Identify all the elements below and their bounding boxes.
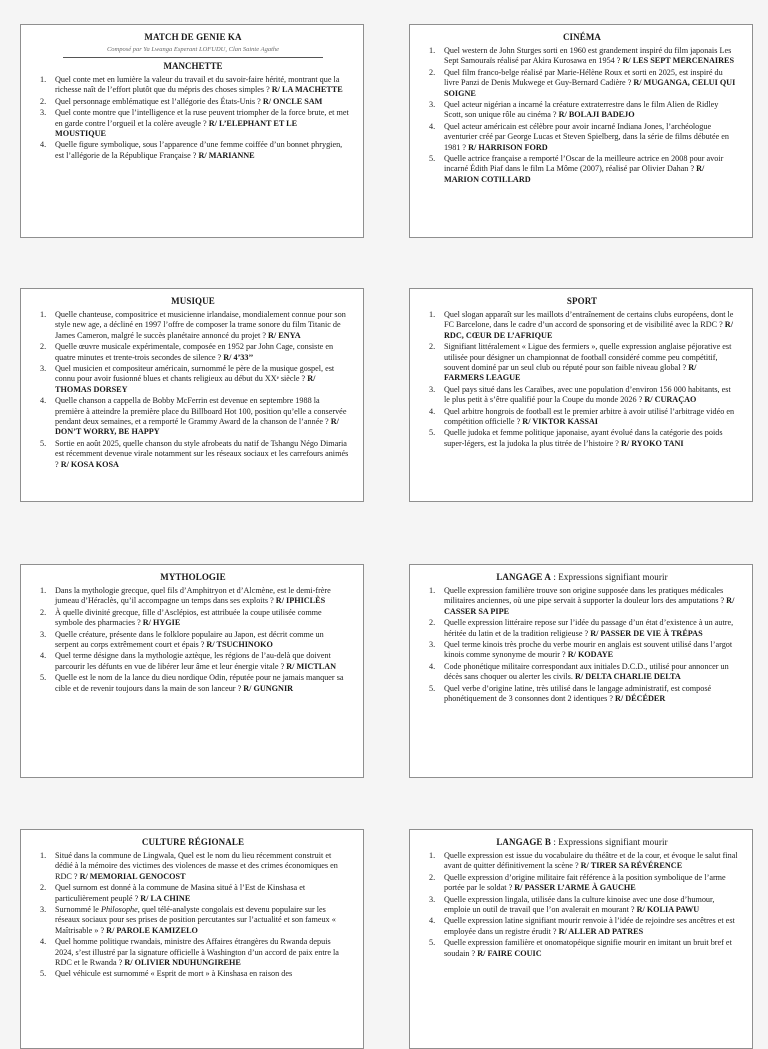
answer: R/ ENYA (268, 330, 301, 340)
answer: R/ PASSER L’ARME À GAUCHE (514, 883, 636, 893)
question-item: 5. Quelle expression familière et onomatopéique signifie mourir en imitant un bruit bref et soudain ? R/ FAIRE COUIC (444, 938, 738, 959)
question-list (426, 586, 738, 704)
card-culture-regionale (20, 829, 364, 1049)
card-musique (20, 288, 364, 502)
answer: R/ TIRER SA RÉVÉRENCE (580, 861, 683, 871)
question-item: 1. Quel slogan apparaît sur les maillots d’entraînement de certains clubs européens, dont le FC Barcelone, dans le cadre d’un accord de sponsoring et de visibilité avec la RDC ? R/ RDC, CŒUR DE L’AFRIQUE (444, 310, 738, 341)
answer: R/ DÉCÉDER (615, 694, 666, 704)
question-item: 2. Quel surnom est donné à la commune de Masina situé à l’Est de Kinshasa et particulièrement peuplé ? R/ LA CHINE (55, 883, 349, 904)
question-list (37, 310, 349, 470)
divider (63, 57, 323, 58)
question-item: 4. Quelle expression latine signifiant mourir renvoie à l’idée de rejoindre ses ancêtres et est employée dans un registre érudit ? R/ ALLER AD PATRES (444, 916, 738, 937)
answer: R/ 4’33’’ (223, 352, 254, 362)
question-item: 4. Quel arbitre hongrois de football est le premier arbitre à avoir utilisé l’arbitrage vidéo en compétition officielle ? R/ VIKTOR KASSAI (444, 407, 738, 428)
answer: R/ DELTA CHARLIE DELTA (574, 672, 681, 682)
question-item: 5. Quelle actrice française a remporté l’Oscar de la meilleure actrice en 2008 pour avoir incarné Édith Piaf dans le film La Môme (2007), réalisé par Olivier Dahan ? R/ MARION COTILLARD (444, 154, 738, 185)
answer: R/ MICTLAN (286, 661, 337, 671)
card-title: LANGAGE A : Expressions signifiant mourir (496, 572, 668, 582)
question-item: 3. Quel pays situé dans les Caraïbes, avec une population d’environ 156 000 habitants, est le plus petit à s’être qualifié pour la Coupe du monde 2026 ? R/ CURAÇAO (444, 385, 738, 406)
question-item: 4. Quel homme politique rwandais, ministre des Affaires étrangères du Rwanda depuis 2024, s’est illustré par la signature officielle à Washington d’un accord de paix entre la RDC et le Rwanda ? R/ OLIVIER NDUHUNGIREHE (55, 937, 349, 968)
question-item: 4. Quel acteur américain est célèbre pour avoir incarné Indiana Jones, l’archéologue aventurier créé par George Lucas et Steven Spielberg, dans la série de films débutée en 1981 ? R/ HARRISON FORD (444, 122, 738, 153)
question-item: 4. Quelle chanson a cappella de Bobby McFerrin est devenue en septembre 1988 la première à atteindre la première place du Billboard Hot 100, position qu’elle a conservée pendant deux semaines, et a remporté le Grammy Award de la chanson de l’année ? R/ DON’T WORRY, BE HAPPY (55, 396, 349, 438)
question-item: 5. Quelle est le nom de la lance du dieu nordique Odin, réputée pour ne jamais manquer sa cible et de revenir toujours dans la main de son lanceur ? R/ GUNGNIR (55, 673, 349, 694)
answer: R/ HYGIE (142, 618, 181, 628)
answer: R/ TSUCHINOKO (206, 640, 273, 650)
question-item: 4. Quel terme désigne dans la mythologie aztèque, les régions de l’au-delà que doivent parcourir les défunts en vue de libérer leur âme et leur énergie vitale ? R/ MICTLAN (55, 651, 349, 672)
question-item: 4. Quelle figure symbolique, sous l’apparence d’une femme coiffée d’un bonnet phrygien, est l’allégorie de la République Française ? R/ MARIANNE (55, 140, 349, 161)
answer: R/ THOMAS DORSEY (55, 374, 316, 394)
answer: R/ FARMERS LEAGUE (444, 363, 697, 383)
question-item: 5. Quelle judoka et femme politique japonaise, ayant évolué dans la catégorie des poids super-légers, est la judoka la plus titrée de l’histoire ? R/ RYOKO TANI (444, 428, 738, 449)
answer: R/ RDC, CŒUR DE L’AFRIQUE (444, 320, 733, 340)
question-item: 3. Quel conte montre que l’intelligence et la ruse peuvent triompher de la force brute, et met en garde contre l’orgueil et la colère aveugle ? R/ L’ELEPHANT ET LE MOUSTIQUE (55, 108, 349, 139)
answer: R/ MEMORIAL GENOCOST (79, 871, 186, 881)
question-list (37, 851, 349, 980)
section-subtitle: MANCHETTE (163, 61, 223, 71)
answer: R/ GUNGNIR (243, 683, 294, 693)
question-list (426, 46, 738, 185)
answer: R/ KOLIA PAWU (636, 905, 700, 915)
question-item: 3. Quel terme kinois très proche du verbe mourir en anglais est souvent utilisé dans l’argot kinois comme synonyme de mourir ? R/ KODAYE (444, 640, 738, 661)
card-title: MUSIQUE (171, 296, 215, 306)
question-item: 1. Quelle chanteuse, compositrice et musicienne irlandaise, mondialement connue pour son style new age, a décliné en 1997 l’offre de composer la trame sonore du film Titanic de James Cameron, malgré le succès planétaire annoncé du projet ? R/ ENYA (55, 310, 349, 341)
answer: R/ MARION COTILLARD (444, 164, 705, 184)
answer: R/ PASSER DE VIE À TRÉPAS (590, 628, 703, 638)
question-item: 5. Quel véhicule est surnommé « Esprit de mort » à Kinshasa en raison des (55, 969, 349, 979)
card-title: MYTHOLOGIE (160, 572, 226, 582)
question-item: 3. Quelle créature, présente dans le folklore populaire au Japon, est décrit comme un serpent au corps extrêmement court et épais ? R/ TSUCHINOKO (55, 630, 349, 651)
card-title: CULTURE RÉGIONALE (141, 837, 245, 847)
question-item: 2. Quelle œuvre musicale expérimentale, composée en 1952 par John Cage, consiste en quatre minutes et trente-trois secondes de silence ? R/ 4’33’’ (55, 342, 349, 363)
card-title: CINÉMA (562, 32, 602, 42)
question-item: 1. Quelle expression est issue du vocabulaire du théâtre et de la cour, et évoque le salut final avant de quitter définitivement la scène ? R/ TIRER SA RÉVÉRENCE (444, 851, 738, 872)
answer: R/ LES SEPT MERCENAIRES (622, 56, 735, 66)
question-list (426, 851, 738, 959)
card-cinema (409, 24, 753, 238)
answer: R/ BOLAJI BADEJO (558, 110, 635, 120)
question-item: 3. Surnommé le Philosophe, quel télé-analyste congolais est devenu populaire sur les réseaux sociaux pour ses prises de position percutantes sur l’actualité et son fameux « Maîtrisable » ? R/ PAROLE KAMIZELO (55, 905, 349, 936)
answer: R/ ALLER AD PATRES (558, 926, 644, 936)
question-item: 1. Situé dans la commune de Lingwala, Quel est le nom du lieu récemment construit et dédié à la mémoire des victimes des violences de masse et des crimes économiques en RDC ? R/ MEMORIAL GENOCOST (55, 851, 349, 882)
question-item: 2. Quelle expression d’origine militaire fait référence à la position symbolique de l’arme portée par le soldat ? R/ PASSER L’ARME À GAUCHE (444, 873, 738, 894)
question-item: 5. Quel verbe d’origine latine, très utilisé dans le langage administratif, est composé phonétiquement de 3 consonnes dont 2 identiques ? R/ DÉCÉDER (444, 684, 738, 705)
card-langage-a (409, 564, 753, 778)
answer: R/ LA CHINE (140, 893, 191, 903)
answer: R/ PAROLE KAMIZELO (106, 925, 198, 935)
author-byline: Composé par Ya Lwanga Esperant LOFUDU, Clan Sainte Agathe (106, 46, 280, 53)
answer: R/ DON’T WORRY, BE HAPPY (55, 417, 339, 437)
question-item: 2. Quelle expression littéraire repose sur l’idée du passage d’un état d’existence à un autre, héritée du latin et de la tradition religieuse ? R/ PASSER DE VIE À TRÉPAS (444, 618, 738, 639)
card-manchette (20, 24, 364, 238)
answer: R/ MUGANGA, CELUI QUI SOIGNE (444, 78, 736, 98)
answer: R/ HARRISON FORD (468, 142, 548, 152)
answer: R/ VIKTOR KASSAI (522, 417, 598, 427)
question-item: 3. Quel acteur nigérian a incarné la créature extraterrestre dans le film Alien de Ridley Scott, son unique rôle au cinéma ? R/ BOLAJI BADEJO (444, 100, 738, 121)
answer: R/ OLIVIER NDUHUNGIREHE (124, 958, 241, 968)
question-list (37, 586, 349, 694)
question-list (426, 310, 738, 449)
question-item: 5. Sortie en août 2025, quelle chanson du style afrobeats du natif de Tshangu Négo Dimaria est récemment devenue virale notamment sur les réseaux sociaux et les carrefours animés ? R/ KOSA KOSA (55, 439, 349, 470)
card-title: SPORT (566, 296, 598, 306)
answer: R/ RYOKO TANI (620, 438, 684, 448)
answer: R/ MARIANNE (198, 150, 255, 160)
answer: R/ LA MACHETTE (271, 85, 343, 95)
question-item: 2. Quel personnage emblématique est l’allégorie des États-Unis ? R/ ONCLE SAM (55, 97, 349, 107)
question-item: 1. Dans la mythologie grecque, quel fils d’Amphitryon et d’Alcmène, est le demi-frère jumeau d’Héraclès, qu’il accompagne un temps dans ses exploits ? R/ IPHICLÈS (55, 586, 349, 607)
answer: R/ KODAYE (567, 650, 614, 660)
answer: R/ CURAÇAO (644, 395, 697, 405)
question-item: 2. Quel film franco-belge réalisé par Marie-Hélène Roux et sorti en 2025, est inspiré du livre Panzi de Denis Mukwege et Guy-Bernard Cadière ? R/ MUGANGA, CELUI QUI SOIGNE (444, 68, 738, 99)
answer: R/ IPHICLÈS (275, 596, 326, 606)
question-item: 3. Quelle expression lingala, utilisée dans la culture kinoise avec une dose d’humour, emploie un outil de travail que l’on avalerait en mourant ? R/ KOLIA PAWU (444, 895, 738, 916)
question-item: 2. Signifiant littéralement « Ligue des fermiers », quelle expression anglaise péjorative est utilisée pour désigner un championnat de football considéré comme peu compétitif, souvent dominé par un seul club ou réputé pour son faible niveau global ? R/ FARMERS LEAGUE (444, 342, 738, 384)
card-title: LANGAGE B : Expressions signifiant mourir (496, 837, 668, 847)
question-item: 2. À quelle divinité grecque, fille d’Asclépios, est attribuée la coupe utilisée comme symbole des pharmacies ? R/ HYGIE (55, 608, 349, 629)
question-item: 1. Quel conte met en lumière la valeur du travail et du savoir-faire hérité, montrant que la richesse naît de l’effort plutôt que du mépris des choses simples ? R/ LA MACHETTE (55, 75, 349, 96)
question-item: 1. Quel western de John Sturges sorti en 1960 est grandement inspiré du film japonais Les Sept Samouraïs réalisé par Akira Kurosawa en 1954 ? R/ LES SEPT MERCENAIRES (444, 46, 738, 67)
question-item: 4. Code phonétique militaire correspondant aux initiales D.C.D., utilisé pour annoncer un décès sans choquer ou alerter les civils. R/ DELTA CHARLIE DELTA (444, 662, 738, 683)
question-list (37, 75, 349, 161)
card-mythologie (20, 564, 364, 778)
answer: R/ L’ELEPHANT ET LE MOUSTIQUE (55, 118, 298, 139)
card-sport (409, 288, 753, 502)
question-item: 1. Quelle expression familière trouve son origine supposée dans les pratiques médicales militaires anciennes, où une pipe servait à supporter la douleur lors des amputations ? R/ CASSER SA PIPE (444, 586, 738, 617)
question-item: 3. Quel musicien et compositeur américain, surnommé le père de la musique gospel, est connu pour avoir fusionné blues et chants religieux au début du XXᵉ siècle ? R/ THOMAS DORSEY (55, 364, 349, 395)
answer: R/ KOSA KOSA (60, 459, 119, 469)
answer: R/ FAIRE COUIC (477, 948, 542, 958)
answer: R/ ONCLE SAM (262, 96, 323, 106)
card-langage-b (409, 829, 753, 1049)
answer: R/ CASSER SA PIPE (444, 596, 735, 616)
card-title: MATCH DE GENIE KA (144, 32, 242, 42)
